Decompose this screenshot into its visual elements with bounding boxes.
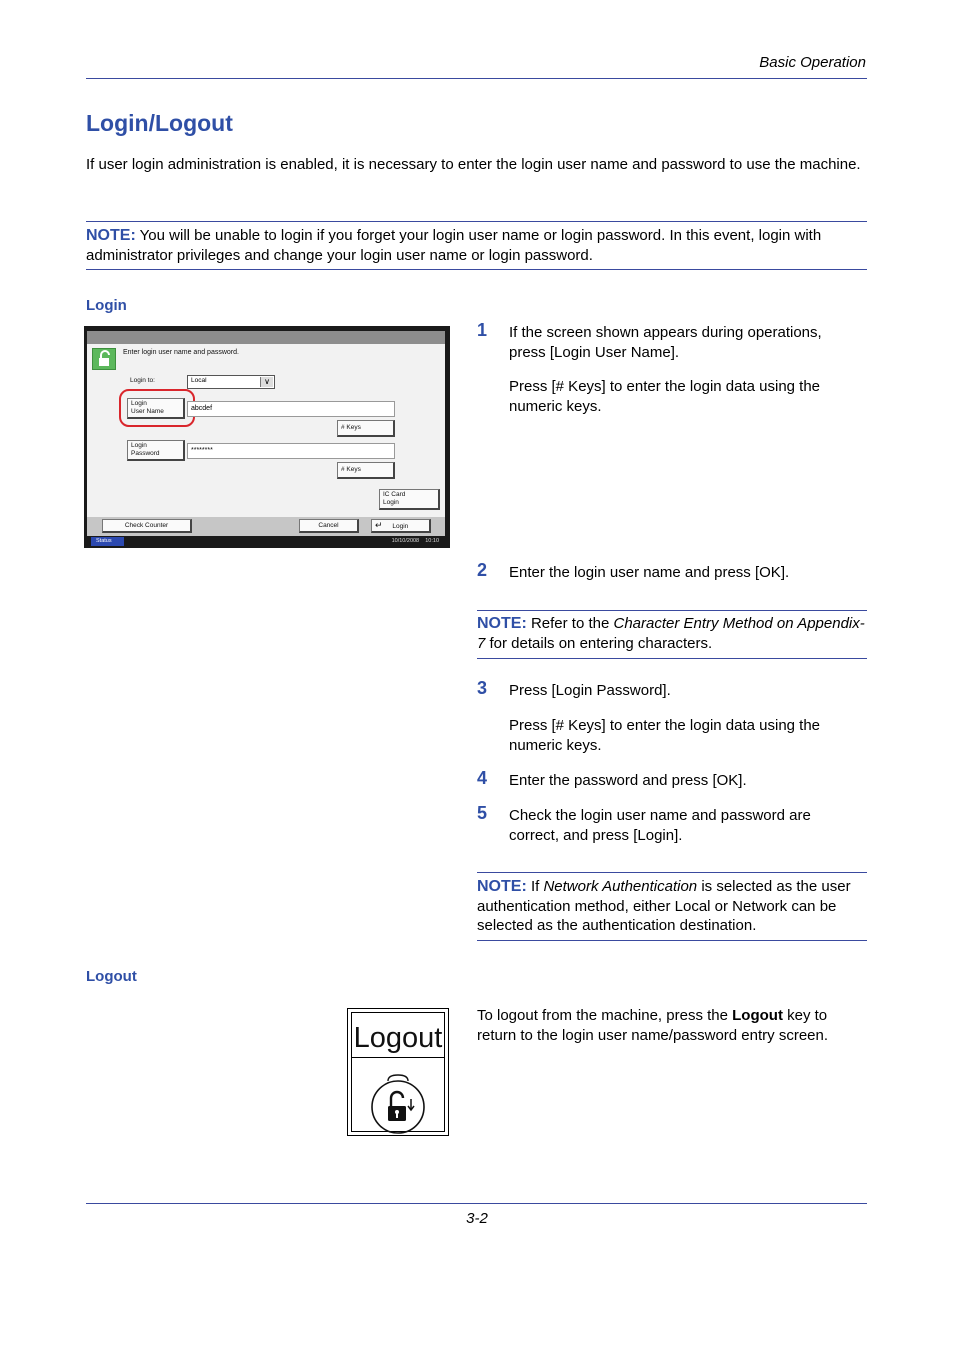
- note-rule-bottom: [477, 658, 867, 659]
- password-field[interactable]: ********: [187, 443, 395, 459]
- step-text: Press [Login Password].: [509, 682, 671, 699]
- note-rule-bottom: [477, 940, 867, 941]
- panel-message: Enter login user name and password.: [123, 349, 239, 356]
- step-number: 4: [477, 768, 488, 788]
- user-name-field[interactable]: abcdef: [187, 401, 395, 417]
- login-button-label: Login: [392, 523, 409, 530]
- note-rule-top: [477, 610, 867, 611]
- ic-card-line2: Login: [383, 498, 399, 506]
- note-text: for details on entering characters.: [485, 634, 713, 652]
- lock-logout-icon: [369, 1073, 427, 1135]
- logout-text: key to return to the login user name/password entry screen.: [477, 1007, 829, 1044]
- login-touch-panel: [84, 326, 450, 548]
- note-character-entry: [477, 614, 867, 653]
- login-password-button-line2: Password: [131, 449, 160, 457]
- enter-icon: ↵: [375, 520, 383, 530]
- logout-key-name: Logout: [732, 1007, 783, 1024]
- note-top: [86, 226, 867, 265]
- login-user-name-button-line1: Login: [131, 400, 147, 407]
- note-label: NOTE:: [477, 615, 527, 632]
- step-text: If the screen shown appears during operations, press [Login User Name].: [509, 324, 822, 361]
- logout-key-illustration: [347, 1008, 449, 1136]
- header-rule: [86, 78, 867, 79]
- logout-paragraph: [477, 1006, 862, 1045]
- login-to-value: Local: [191, 377, 207, 384]
- logout-key-label: Logout: [353, 1022, 443, 1054]
- step-extra: Press [# Keys] to enter the login data using the numeric keys.: [509, 717, 821, 754]
- step-number: 3: [477, 678, 488, 698]
- keys-button-2[interactable]: # Keys: [337, 462, 395, 479]
- panel-datetime: 10/10/2008 10:10: [391, 538, 439, 544]
- login-to-label: Login to:: [130, 377, 155, 384]
- login-user-name-button-line2: User Name: [131, 407, 164, 415]
- login-heading: Login: [86, 297, 127, 314]
- step-number: 5: [477, 803, 488, 823]
- login-to-select[interactable]: [187, 375, 275, 389]
- note-label: NOTE:: [86, 227, 136, 244]
- note-rule-bottom: [86, 269, 867, 270]
- step-text: Enter the login user name and press [OK].: [509, 564, 790, 581]
- key-divider: [352, 1057, 444, 1058]
- cancel-button[interactable]: Cancel: [299, 519, 359, 533]
- running-header: Basic Operation: [759, 54, 866, 71]
- note-rule-top: [86, 221, 867, 222]
- note-label: NOTE:: [477, 878, 527, 895]
- check-counter-button[interactable]: Check Counter: [102, 519, 192, 533]
- note-text: Refer to the: [526, 615, 614, 632]
- panel-bottom-bar: [87, 517, 445, 536]
- note-network-auth: [477, 877, 867, 936]
- step-number: 2: [477, 560, 488, 580]
- step-extra: Press [# Keys] to enter the login data using the numeric keys.: [509, 378, 821, 415]
- step-text: Check the login user name and password are correct, and press [Login].: [509, 807, 811, 844]
- note-text: You will be unable to login if you forget your login user name or login password. In this event, login with administrator privileges and change your login user name or login password.: [86, 227, 822, 264]
- note-text: is selected as the user authentication method, either Local or Network can be selected as the authentication destination.: [477, 878, 851, 934]
- panel-title-bar: [87, 331, 445, 344]
- logout-text: To logout from the machine, press the: [477, 1007, 733, 1024]
- panel-screen: [87, 331, 445, 536]
- page-number: 3-2: [466, 1210, 488, 1227]
- login-password-button[interactable]: [127, 440, 185, 461]
- keys-button-1[interactable]: # Keys: [337, 420, 395, 437]
- note-rule-top: [477, 872, 867, 873]
- status-button[interactable]: Status: [91, 537, 124, 546]
- note-reference: Network Authentication: [543, 878, 698, 895]
- step-text: Enter the password and press [OK].: [509, 772, 747, 789]
- ic-card-line1: IC Card: [383, 491, 406, 498]
- unlock-icon: [92, 348, 116, 370]
- chevron-down-icon: ∨: [260, 377, 273, 387]
- login-password-button-line1: Login: [131, 442, 147, 449]
- step-number: 1: [477, 320, 488, 340]
- note-text: If: [526, 878, 544, 895]
- intro-paragraph: If user login administration is enabled, it is necessary to enter the login user name and password to use the machine.: [86, 156, 861, 173]
- status-row: [87, 536, 445, 546]
- login-button[interactable]: [371, 519, 431, 533]
- section-title: Login/Logout: [86, 110, 233, 136]
- footer-rule: [86, 1203, 867, 1204]
- ic-card-login-button[interactable]: [379, 489, 440, 510]
- highlight-ring: [119, 389, 195, 427]
- note-reference: Character Entry Method on Appendix-7: [477, 615, 865, 652]
- logout-key-face: [351, 1012, 445, 1132]
- logout-heading: Logout: [86, 968, 137, 985]
